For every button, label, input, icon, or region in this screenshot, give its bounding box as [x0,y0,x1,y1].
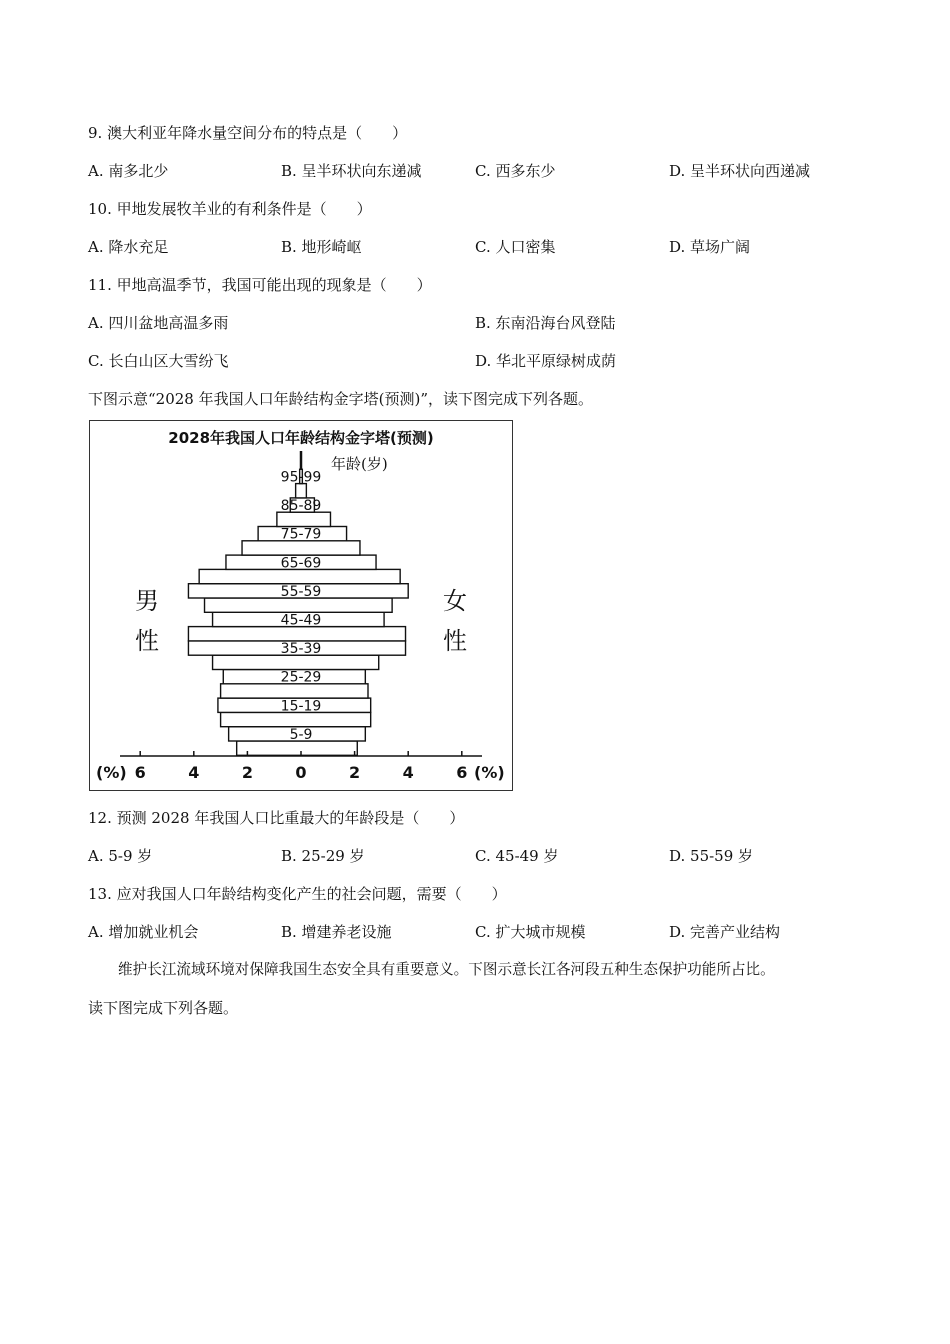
pyramid-bar-40-44 [188,627,405,641]
age-axis-label: 年龄(岁) [331,455,388,473]
question-12-stem: 12. 预测 2028 年我国人口比重最大的年龄段是（ ） [88,809,465,827]
pyramid-bar-0-4 [237,741,358,755]
q12-option-a: A. 5-9 岁 [88,847,153,865]
x-axis-unit-left: (%) [96,763,127,782]
x-axis-unit-right: (%) [474,763,505,782]
q10-option-d: D. 草场广阔 [669,238,751,256]
age-label-65-69: 65-69 [280,555,322,572]
pyramid-bar-70-74 [242,541,360,555]
x-tick-label-0: 6 [134,763,146,782]
q11-option-a: A. 四川盆地高温多雨 [88,314,229,332]
male-label-2: 性 [135,627,159,655]
x-tick-label-6: 6 [456,763,468,782]
female-label-2: 性 [443,627,467,655]
age-label-85-89: 85-89 [280,498,322,515]
q10-option-a: A. 降水充足 [88,238,169,256]
q10-option-b: B. 地形崎岖 [281,238,362,256]
question-11-stem: 11. 甲地高温季节，我国可能出现的现象是（ ） [88,276,432,294]
q11-option-b: B. 东南沿海台风登陆 [475,314,616,332]
age-label-15-19: 15-19 [280,698,322,715]
q11-option-d: D. 华北平原绿树成荫 [475,352,617,370]
yangtze-intro-line-2: 读下图完成下列各题。 [88,999,239,1017]
pyramid-bar-60-64 [199,569,400,583]
q10-option-c: C. 人口密集 [475,238,556,256]
x-tick-label-1: 4 [188,763,200,782]
question-10-stem: 10. 甲地发展牧羊业的有利条件是（ ） [88,200,372,218]
q13-option-a: A. 增加就业机会 [88,923,199,941]
q13-option-d: D. 完善产业结构 [669,923,781,941]
pyramid-intro: 下图示意“2028 年我国人口年龄结构金字塔(预测)”，读下图完成下列各题。 [88,390,593,408]
pyramid-bar-80-84 [277,512,331,526]
pyramid-bar-90-94 [296,484,307,498]
pyramid-bar-20-24 [221,684,368,698]
question-9-stem: 9. 澳大利亚年降水量空间分布的特点是（ ） [88,124,408,142]
q13-option-b: B. 增建养老设施 [281,923,392,941]
q11-option-c: C. 长白山区大雪纷飞 [88,352,229,370]
x-tick-label-3: 0 [295,763,307,782]
q9-option-d: D. 呈半环状向西递减 [669,162,811,180]
chart-title: 2028年我国人口年龄结构金字塔(预测) [168,429,434,447]
q12-option-c: C. 45-49 岁 [475,847,559,865]
q9-option-c: C. 西多东少 [475,162,556,180]
pyramid-bar-30-34 [213,655,379,669]
population-pyramid-chart [89,420,513,791]
q12-option-b: B. 25-29 岁 [281,847,365,865]
age-label-35-39: 35-39 [280,641,322,658]
q9-option-b: B. 呈半环状向东递减 [281,162,422,180]
age-label-5-9: 5-9 [289,726,313,743]
pyramid-svg [90,421,512,790]
age-label-95-99: 95-99 [280,469,322,486]
age-label-45-49: 45-49 [280,612,322,629]
male-label-1: 男 [135,587,159,615]
age-label-25-29: 25-29 [280,669,322,686]
x-tick-label-5: 4 [402,763,414,782]
yangtze-intro-line-1: 维护长江流域环境对保障我国生态安全具有重要意义。下图示意长江各河段五种生态保护功能所占比。 [118,961,775,978]
question-13-stem: 13. 应对我国人口年龄结构变化产生的社会问题，需要（ ） [88,885,507,903]
x-tick-label-2: 2 [241,763,253,782]
x-tick-label-4: 2 [349,763,361,782]
pyramid-bar-50-54 [205,598,393,612]
age-label-55-59: 55-59 [280,583,322,600]
q13-option-c: C. 扩大城市规模 [475,923,586,941]
pyramid-bar-10-14 [221,712,371,726]
q12-option-d: D. 55-59 岁 [669,847,754,865]
age-label-75-79: 75-79 [280,526,322,543]
female-label-1: 女 [443,587,467,615]
q9-option-a: A. 南多北少 [88,162,169,180]
